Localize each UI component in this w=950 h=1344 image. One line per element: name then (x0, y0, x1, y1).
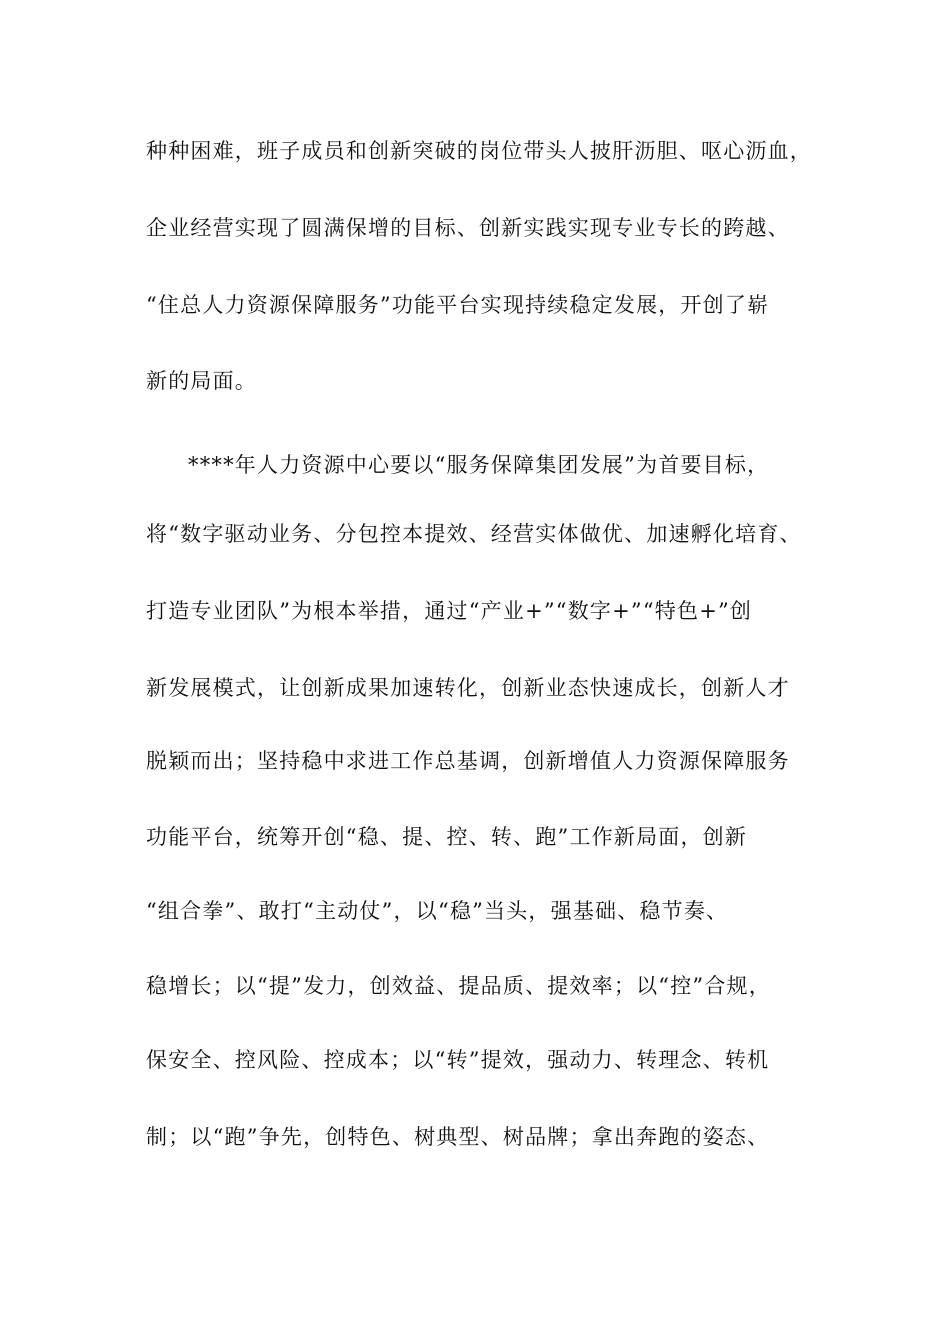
text-line-14: 制；以“跑”争先，创特色、树典型、树品牌；拿出奔跑的姿态、 (146, 1125, 770, 1149)
text-line-5: ****年人力资源中心要以“服务保障集团发展”为首要目标， (188, 453, 770, 477)
text-line-13: 保安全、控风险、控成本；以“转”提效，强动力、转理念、转机 (146, 1048, 770, 1072)
text-line-10: 功能平台，统筹开创“稳、提、控、转、跑”工作新局面，创新 (146, 825, 748, 849)
text-line-7: 打造专业团队”为根本举措，通过“产业+”“数字+”“特色+”创 (146, 599, 753, 623)
text-line-9: 脱颖而出；坚持稳中求进工作总基调，创新增值人力资源保障服务 (146, 749, 790, 773)
text-line-1: 种种困难，班子成员和创新突破的岗位带头人披肝沥胆、呕心沥血， (146, 139, 812, 163)
text-line-4: 新的局面。 (146, 369, 257, 393)
text-line-8: 新发展模式，让创新成果加速转化，创新业态快速成长，创新人才 (146, 676, 790, 700)
text-line-11: “组合拳”、敢打“主动仗”，以“稳”当头，强基础、稳节奏、 (146, 899, 729, 923)
text-line-12: 稳增长；以“提”发力，创效益、提品质、提效率；以“控”合规， (146, 974, 771, 998)
text-line-2: 企业经营实现了圆满保增的目标、创新实践实现专业专长的跨越、 (146, 216, 790, 240)
text-line-3: “住总人力资源保障服务”功能平台实现持续稳定发展，开创了崭 (146, 293, 770, 317)
text-line-6: 将“数字驱动业务、分包控本提效、经营实体做优、加速孵化培育、 (146, 522, 802, 546)
